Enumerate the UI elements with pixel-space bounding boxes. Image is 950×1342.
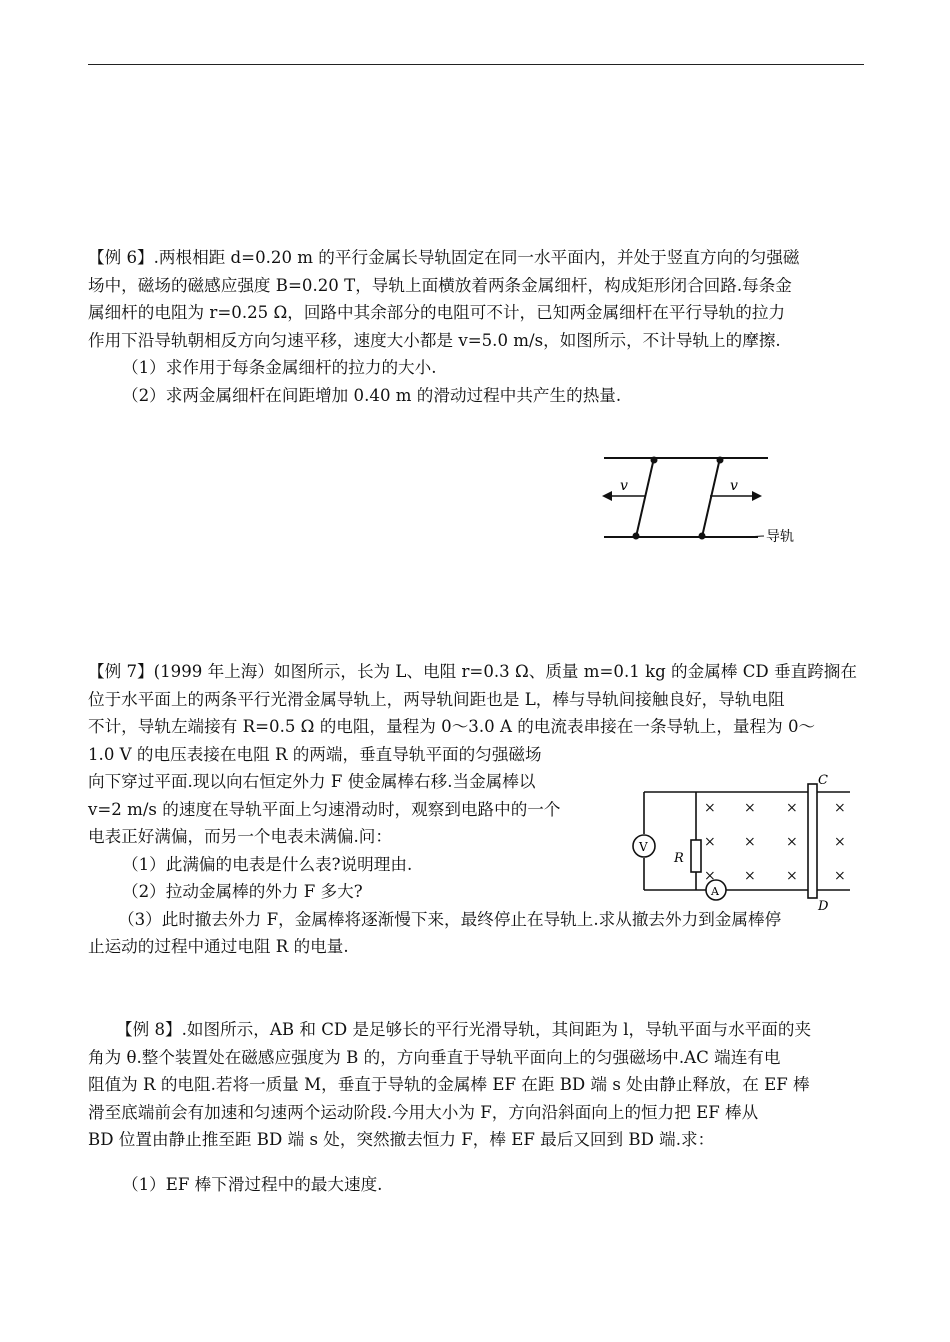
svg-text:×: × xyxy=(834,800,846,816)
ex6-line-1: 【例 6】.两根相距 d=0.20 m 的平行金属长导轨固定在同一水平面内，并处于竖直方向的匀强磁 xyxy=(88,248,800,267)
ex7-resistor-label: R xyxy=(674,851,684,866)
ex7-line-3: 不计，导轨左端接有 R=0.5 Ω 的电阻，量程为 0～3.0 A 的电流表串接在一条导轨上，量程为 0～ xyxy=(88,717,816,736)
ex7-line-6: v=2 m/s 的速度在导轨平面上匀速滑动时，观察到电路中的一个 xyxy=(88,799,561,819)
ex6-label: 【例 6】 xyxy=(88,248,154,267)
ex7-label-c: C xyxy=(818,773,828,788)
ex7-line-4: 1.0 V 的电压表接在电阻 R 的两端，垂直导轨平面的匀强磁场 xyxy=(88,744,542,764)
ex7-magnetic-field xyxy=(704,800,846,884)
ex7-question-1: （1）此满偏的电表是什么表?说明理由. xyxy=(122,854,413,874)
header-rule xyxy=(88,64,864,65)
ex7-figure xyxy=(628,772,854,912)
svg-text:×: × xyxy=(744,800,756,816)
svg-text:×: × xyxy=(704,800,716,816)
svg-text:×: × xyxy=(786,800,798,816)
svg-text:×: × xyxy=(786,868,798,884)
ex8-line-5: BD 位置由静止推至距 BD 端 s 处，突然撤去恒力 F，棒 EF 最后又回到 BD 端.求： xyxy=(88,1130,715,1149)
ex6-rail-label: 导轨 xyxy=(766,529,794,545)
svg-text:×: × xyxy=(834,868,846,884)
ex6-v-right-label: v xyxy=(730,478,738,494)
ex7-label: 【例 7】 xyxy=(88,662,154,681)
ex8-line-2: 角为 θ.整个装置处在磁感应强度为 B 的，方向垂直于导轨平面向上的匀强磁场中.AC 端连有电 xyxy=(88,1047,781,1067)
ex7-line-5: 向下穿过平面.现以向右恒定外力 F 使金属棒右移.当金属棒以 xyxy=(88,772,536,791)
ex7-question-3-cont: 止运动的过程中通过电阻 R 的电量. xyxy=(88,937,349,956)
ex8-line-4: 滑至底端前会有加速和匀速两个运动阶段.今用大小为 F，方向沿斜面向上的恒力把 EF 棒从 xyxy=(88,1102,759,1122)
ex7-ammeter-label: A xyxy=(711,885,719,898)
example-8 xyxy=(88,1016,811,1198)
ex8-line-3: 阻值为 R 的电阻.若将一质量 M，垂直于导轨的金属棒 EF 在距 BD 端 s 处由静止释放，在 EF 棒 xyxy=(88,1075,810,1094)
ex7-question-2: （2）拉动金属棒的外力 F 多大? xyxy=(122,882,363,901)
ex8-question-1: （1）EF 棒下滑过程中的最大速度. xyxy=(122,1174,383,1194)
ex7-rod-cd xyxy=(808,784,817,898)
ex7-voltmeter-label: V xyxy=(639,840,648,854)
ex7-question-3: （3）此时撤去外力 F，金属棒将逐渐慢下来，最终停止在导轨上.求从撤去外力到金属棒停 xyxy=(118,909,782,929)
ex6-line-4: 作用下沿导轨朝相反方向匀速平移，速度大小都是 v=5.0 m/s，如图所示，不计导轨上的摩擦. xyxy=(88,330,781,350)
ex6-rod-right xyxy=(702,458,720,537)
svg-text:×: × xyxy=(744,834,756,850)
svg-text:×: × xyxy=(786,834,798,850)
svg-text:×: × xyxy=(744,868,756,884)
ex7-resistor xyxy=(691,840,701,872)
svg-text:×: × xyxy=(704,868,716,884)
ex7-line-7: 电表正好满偏，而另一个电表未满偏.问： xyxy=(88,827,392,846)
ex6-question-2: （2）求两金属细杆在间距增加 0.40 m 的滑动过程中共产生的热量. xyxy=(122,385,622,405)
ex6-rod-left xyxy=(636,458,654,537)
ex7-line-2: 位于水平面上的两条平行光滑金属导轨上，两导轨间距也是 L，棒与导轨间接触良好，导轨电阻 xyxy=(88,689,785,709)
svg-text:×: × xyxy=(834,834,846,850)
ex6-figure xyxy=(596,448,806,548)
ex8-label: 【例 8】 xyxy=(116,1020,182,1039)
ex7-line-1: 【例 7】(1999 年上海）如图所示，长为 L、电阻 r=0.3 Ω、质量 m=0.1 kg 的金属棒 CD 垂直跨搁在 xyxy=(88,662,857,681)
example-6 xyxy=(88,244,800,409)
ex6-line-3: 属细杆的电阻为 r=0.25 Ω，回路中其余部分的电阻可不计，已知两金属细杆在平行导轨的拉力 xyxy=(88,303,786,322)
ex6-v-left-label: v xyxy=(620,478,628,494)
ex7-label-d: D xyxy=(818,899,829,912)
ex6-line-2: 场中，磁场的磁感应强度 B=0.20 T，导轨上面横放着两条金属细杆，构成矩形闭合回路.每条金 xyxy=(88,275,792,295)
svg-text:×: × xyxy=(704,834,716,850)
ex6-question-1: （1）求作用于每条金属细杆的拉力的大小. xyxy=(122,358,437,377)
ex8-line-1: 【例 8】.如图所示，AB 和 CD 是足够长的平行光滑导轨，其间距为 l，导轨平面与水平面的夹 xyxy=(116,1020,812,1039)
